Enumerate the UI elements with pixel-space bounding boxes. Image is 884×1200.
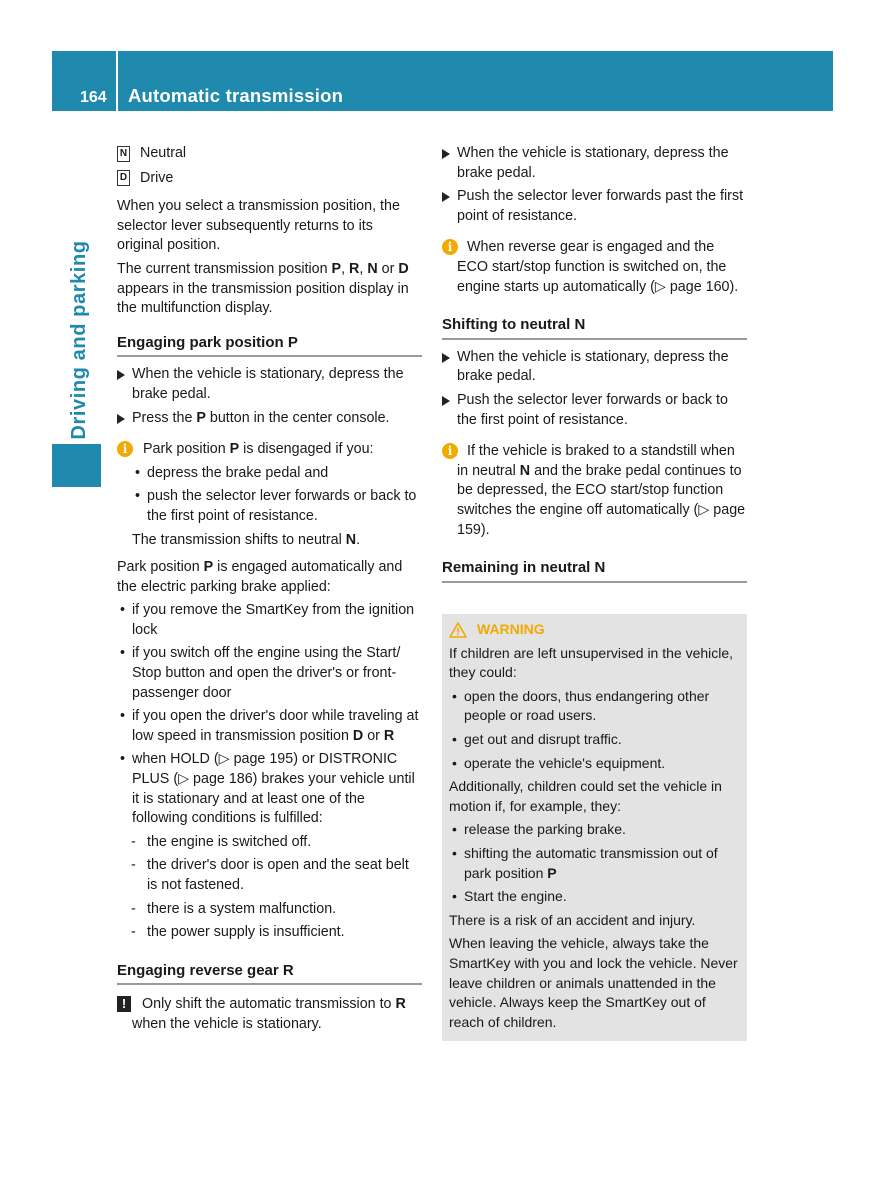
warning-list-item: • release the parking brake.: [452, 821, 626, 838]
arrow-right-icon: [117, 414, 125, 424]
gear-n-symbol: N: [117, 146, 130, 162]
list-item: • push the selector lever forwards or back to the first point of resistance.: [135, 488, 417, 524]
caution-note: ! Only shift the automatic transmission to R when the vehicle is stationary.: [117, 995, 422, 1034]
info-icon: i: [442, 443, 458, 459]
step-item: Push the selector lever forwards or back to the first point of resistance.: [442, 391, 747, 430]
warning-triangle-icon: [449, 622, 467, 638]
warning-box: [442, 614, 747, 1041]
warning-list-item: • open the doors, thus endangering other people or road users.: [452, 687, 710, 724]
paragraph: Park position P is engaged automatically and the electric parking brake applied:: [117, 559, 403, 595]
heading-neutral: Shifting to neutral N: [442, 315, 747, 340]
list-item: • if you switch off the engine using the Start/ Stop button and open the driver's or front-passenger door: [120, 645, 401, 701]
step-item: When the vehicle is stationary, depress the brake pedal.: [442, 144, 747, 183]
warning-paragraph: When leaving the vehicle, always take the SmartKey with you and lock the vehicle. Never leave children or animals unattended in the vehicle. Always keep the SmartKey out of reach of children.: [449, 935, 738, 1030]
step-item: When the vehicle is stationary, depress the brake pedal.: [117, 365, 422, 404]
warning-label: WARNING: [477, 621, 545, 637]
arrow-right-icon: [117, 370, 125, 380]
info-note: i When reverse gear is engaged and the ECO start/stop function is switched on, the engine starts up automatically (▷ page 160).: [442, 238, 747, 297]
gear-neutral: [117, 144, 422, 164]
warning-list-item: • shifting the automatic transmission out of park position P: [452, 844, 718, 881]
info-note: i If the vehicle is braked to a standstill when in neutral N and the brake pedal continues to be depressed, the ECO start/stop function switches the engine off automatically (▷ page 159).: [442, 442, 747, 540]
page-number: 164: [80, 89, 107, 106]
list-item: • when HOLD (▷ page 195) or DISTRONIC PLUS (▷ page 186) brakes your vehicle until it is stationary and at least one of the following conditions is fulfilled:: [120, 751, 415, 827]
arrow-right-icon: [442, 192, 450, 202]
sub-list-item: - the engine is switched off.: [131, 833, 312, 850]
warning-paragraph: Additionally, children could set the vehicle in motion if, for example, they:: [449, 778, 722, 814]
warning-list-item: • get out and disrupt traffic.: [452, 730, 622, 747]
warning-header: [449, 620, 740, 640]
arrow-right-icon: [442, 353, 450, 363]
page-title: Automatic transmission: [128, 85, 344, 106]
step-item: Push the selector lever forwards past the first point of resistance.: [442, 187, 747, 226]
gear-n-label: Neutral: [140, 145, 187, 161]
section-label: Driving and parking: [68, 240, 91, 440]
gear-drive: [117, 169, 422, 189]
gear-d-symbol: D: [117, 170, 130, 186]
arrow-right-icon: [442, 149, 450, 159]
right-column: [442, 144, 747, 591]
warning-paragraph: If children are left unsupervised in the vehicle, they could:: [449, 644, 734, 681]
page-header: [52, 51, 833, 111]
list-item: • if you open the driver's door while traveling at low speed in transmission position D or R: [120, 708, 419, 744]
list-item: • if you remove the SmartKey from the ignition lock: [120, 602, 415, 638]
step-item: Press the P button in the center console.: [117, 409, 422, 429]
paragraph: When you select a transmission position, the selector lever subsequently returns to its original position.: [117, 198, 400, 254]
sub-list-item: - the power supply is insufficient.: [131, 924, 345, 941]
warning-list-item: • Start the engine.: [452, 888, 567, 905]
step-item: When the vehicle is stationary, depress the brake pedal.: [442, 348, 747, 387]
header-divider: [116, 51, 118, 111]
warning-paragraph: There is a risk of an accident and injury.: [449, 911, 696, 928]
info-icon: i: [117, 441, 133, 457]
list-item: • depress the brake pedal and: [135, 464, 329, 481]
arrow-right-icon: [442, 396, 450, 406]
exclamation-icon: !: [117, 996, 131, 1012]
sub-list-item: - there is a system malfunction.: [131, 900, 337, 917]
info-note: i Park position P is disengaged if you:: [117, 440, 422, 460]
heading-park: Engaging park position P: [117, 333, 422, 358]
paragraph: The transmission shifts to neutral N.: [132, 531, 361, 548]
paragraph: The current transmission position P, R, N or D appears in the transmission position display in the multifunction display.: [117, 260, 409, 317]
info-icon: i: [442, 239, 458, 255]
warning-list-item: • operate the vehicle's equipment.: [452, 754, 666, 771]
section-tab-marker: [52, 444, 101, 487]
heading-remaining: Remaining in neutral N: [442, 558, 747, 583]
left-column: [117, 144, 422, 1039]
heading-reverse: Engaging reverse gear R: [117, 961, 422, 986]
sub-list-item: - the driver's door is open and the seat belt is not fastened.: [131, 857, 409, 893]
gear-d-label: Drive: [140, 169, 174, 186]
